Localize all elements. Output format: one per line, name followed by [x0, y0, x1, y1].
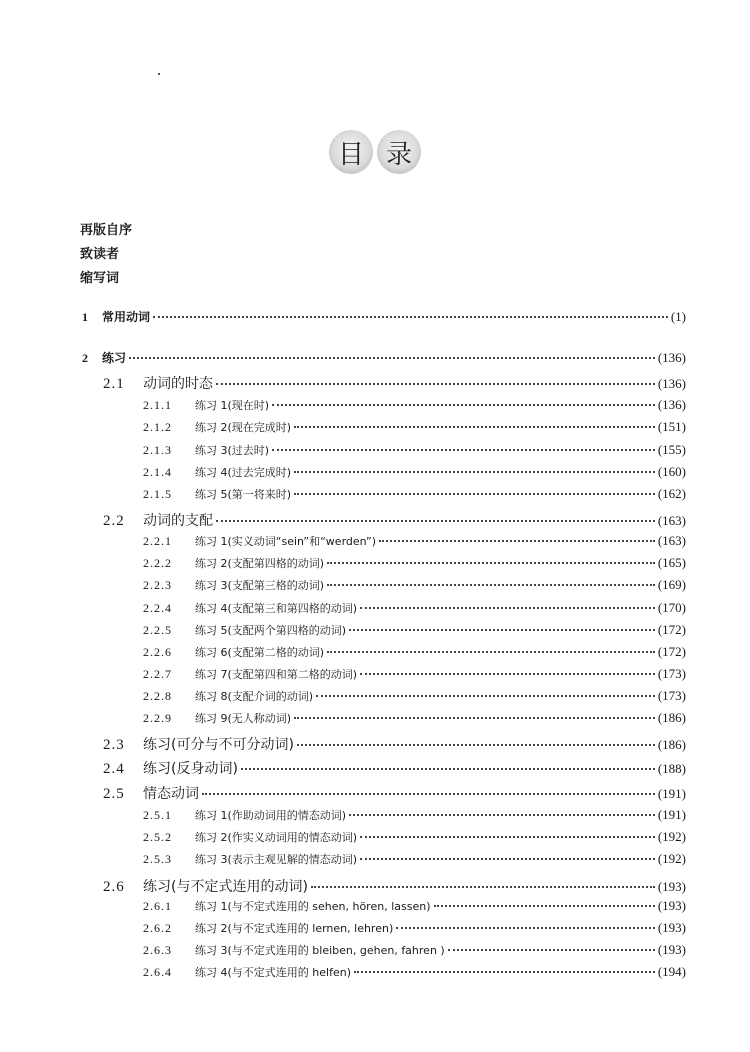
toc-entry-page: (160) [657, 464, 686, 479]
toc-title [0, 130, 750, 174]
toc-entry-page: (193) [657, 879, 686, 894]
title-char: 录 [377, 130, 421, 174]
toc-entry-page: (1) [670, 309, 686, 324]
toc-entry-page: (163) [657, 533, 686, 548]
dot-leader [272, 403, 655, 406]
dot-leader [297, 743, 655, 746]
toc-entry-page: (191) [657, 786, 686, 801]
title-char: 目 [329, 130, 373, 174]
toc-entry[interactable] [103, 783, 686, 803]
toc-entry-number: 2.2 [103, 513, 125, 529]
toc-entry-label: 练习 2(支配第四格的动词) [195, 557, 325, 570]
toc-entry-number: 2.2.9 [143, 711, 172, 725]
toc-entry-page: (173) [657, 688, 686, 703]
toc-entry-label: 练习 [102, 351, 127, 365]
toc-entry[interactable] [143, 397, 686, 413]
toc-entry-label: 情态动词 [143, 786, 199, 802]
toc-entry-page: (193) [657, 942, 686, 957]
toc-entry-number: 2.5.2 [143, 830, 172, 844]
toc-entry-page: (136) [657, 350, 686, 365]
front-matter [80, 219, 132, 291]
toc-entry-number: 2.1.1 [143, 398, 172, 412]
toc-entry-number: 2.4 [103, 761, 125, 777]
dot-leader [327, 650, 655, 653]
toc-entry-number: 2.1.2 [143, 420, 172, 434]
toc-entry-label: 动词的时态 [143, 376, 213, 392]
toc-entry-page: (136) [657, 376, 686, 391]
toc-entry-page: (165) [657, 555, 686, 570]
toc-entry-number: 2.1.3 [143, 443, 172, 457]
toc-entry-page: (193) [657, 920, 686, 935]
toc-entry-number: 2.5.1 [143, 808, 172, 822]
dot-leader [202, 792, 655, 795]
toc-entry-label: 练习 4(与不定式连用的 helfen) [195, 966, 351, 979]
toc-entry[interactable] [143, 644, 686, 660]
toc-entry-page: (172) [657, 622, 686, 637]
toc-entry-page: (192) [657, 851, 686, 866]
toc-entry-number: 2.2.8 [143, 689, 172, 703]
toc-entry-number: 2.6.1 [143, 899, 172, 913]
dot-leader [360, 835, 655, 838]
toc-entry-number: 2.6 [103, 879, 125, 895]
dot-leader [294, 425, 655, 428]
toc-entry-label: 练习 2(与不定式连用的 lernen, lehren) [195, 922, 394, 935]
toc-entry-page: (193) [657, 898, 686, 913]
toc-entry-number: 2.2.1 [143, 534, 172, 548]
toc-entry[interactable] [143, 486, 686, 502]
dot-leader [311, 885, 655, 888]
toc-entry-label: 练习 2(现在完成时) [195, 421, 292, 434]
toc-entry-number: 2.2.5 [143, 623, 172, 637]
toc-entry-label: 练习 6(支配第二格的动词) [195, 646, 325, 659]
dot-leader [272, 448, 655, 451]
toc-entry-label: 练习 3(过去时) [195, 444, 270, 457]
dot-leader [327, 561, 655, 564]
toc-entry[interactable] [143, 622, 686, 638]
dot-leader [379, 539, 655, 542]
dot-leader [216, 519, 655, 522]
dot-leader [360, 857, 655, 860]
dot-leader [354, 970, 655, 973]
front-matter-item[interactable]: 缩写词 [80, 271, 120, 286]
toc-entry[interactable] [143, 666, 686, 682]
toc-entry-label: 练习 1(与不定式连用的 sehen, hören, lassen) [195, 900, 431, 913]
dot-leader [349, 813, 655, 816]
toc-entry[interactable] [143, 964, 686, 980]
toc-entry[interactable] [103, 510, 686, 530]
toc-entry-page: (192) [657, 829, 686, 844]
toc-entry-page: (169) [657, 577, 686, 592]
toc-entry-page: (191) [657, 807, 686, 822]
dot-leader [294, 492, 655, 495]
toc-entry[interactable] [103, 876, 686, 896]
toc-entry-number: 2 [82, 351, 88, 365]
toc-entry-number: 2.2.3 [143, 578, 172, 592]
toc-entry[interactable] [82, 308, 686, 325]
dot-leader [349, 628, 655, 631]
toc-entry-number: 2.3 [103, 737, 125, 753]
toc-entry-label: 练习 1(现在时) [195, 399, 270, 412]
toc-entry-page: (155) [657, 442, 686, 457]
toc-entry[interactable] [143, 419, 686, 435]
toc-entry-label: 常用动词 [102, 310, 151, 324]
dot-leader [294, 716, 655, 719]
toc-entry-page: (163) [657, 513, 686, 528]
toc-entry[interactable] [143, 807, 686, 823]
toc-entry[interactable] [143, 898, 686, 914]
toc-entry[interactable] [143, 577, 686, 593]
toc-entry-number: 2.6.2 [143, 921, 172, 935]
toc-entry-label: 练习 3(表示主观见解的情态动词) [195, 853, 358, 866]
toc-entry[interactable] [103, 758, 686, 778]
dot-leader [448, 948, 655, 951]
toc-entry-number: 2.5 [103, 786, 125, 802]
toc-entry[interactable] [143, 555, 686, 571]
front-matter-item[interactable]: 致读者 [80, 247, 120, 262]
toc-entry-number: 1 [82, 310, 88, 324]
dot-leader [434, 904, 655, 907]
toc-entry-label: 练习 3(与不定式连用的 bleiben, gehen, fahren ) [195, 944, 445, 957]
toc-entry-label: 练习(反身动词) [143, 761, 238, 777]
toc-entry-page: (173) [657, 666, 686, 681]
toc-entry-page: (194) [657, 964, 686, 979]
toc-entry-page: (188) [657, 761, 686, 776]
toc-entry-label: 练习 1(实义动词“sein”和“werden”) [195, 535, 377, 548]
dot-leader [316, 694, 655, 697]
toc-entry-page: (136) [657, 397, 686, 412]
toc-entry[interactable] [143, 942, 686, 958]
toc-entry[interactable] [143, 829, 686, 845]
toc-entry-number: 2.2.4 [143, 601, 172, 615]
toc-entry-number: 2.2.2 [143, 556, 172, 570]
toc-entry-label: 练习 4(支配第三和第四格的动词) [195, 602, 358, 615]
toc-entry-label: 练习 9(无人称动词) [195, 712, 292, 725]
dot-leader [396, 926, 655, 929]
toc-entry-label: 练习 2(作实义动词用的情态动词) [195, 831, 358, 844]
toc-entry-label: 练习 4(过去完成时) [195, 466, 292, 479]
toc-entry[interactable] [143, 710, 686, 726]
toc-entry-number: 2.2.6 [143, 645, 172, 659]
toc-entry-label: 练习 8(支配介词的动词) [195, 690, 314, 703]
toc-entry-page: (170) [657, 600, 686, 615]
toc-entry-label: 练习(与不定式连用的动词) [143, 879, 308, 895]
toc-entry-label: 练习 7(支配第四和第二格的动词) [195, 668, 358, 681]
dot-leader [153, 315, 668, 318]
toc-entry-number: 2.1 [103, 376, 125, 392]
toc-entry[interactable] [143, 688, 686, 704]
dot-leader [360, 606, 655, 609]
toc-entry-label: 练习 5(第一将来时) [195, 488, 292, 501]
toc-entry-label: 练习 5(支配两个第四格的动词) [195, 624, 347, 637]
dot-leader [360, 672, 655, 675]
dot-leader [129, 356, 655, 359]
toc-entry-page: (162) [657, 486, 686, 501]
toc-entry-number: 2.5.3 [143, 852, 172, 866]
toc-entry[interactable] [82, 349, 686, 366]
toc-entry-label: 练习(可分与不可分动词) [143, 737, 294, 753]
dot-leader [241, 767, 655, 770]
toc-entry[interactable] [143, 600, 686, 616]
toc-entry-label: 动词的支配 [143, 513, 213, 529]
toc-entry-label: 练习 3(支配第三格的动词) [195, 579, 325, 592]
toc-entry-number: 2.2.7 [143, 667, 172, 681]
toc-entry-page: (172) [657, 644, 686, 659]
toc-entry-number: 2.1.4 [143, 465, 172, 479]
toc-entry[interactable] [143, 851, 686, 867]
toc-entry-label: 练习 1(作助动词用的情态动词) [195, 809, 347, 822]
toc-entry-page: (186) [657, 737, 686, 752]
toc-entry[interactable] [143, 920, 686, 936]
toc-entry-page: (151) [657, 419, 686, 434]
toc-entry-number: 2.1.5 [143, 487, 172, 501]
toc-entry[interactable] [143, 442, 686, 458]
toc-entry-page: (186) [657, 710, 686, 725]
front-matter-item[interactable]: 再版自序 [80, 223, 133, 238]
toc-entry[interactable] [103, 734, 686, 754]
toc-entry-number: 2.6.4 [143, 965, 172, 979]
toc-entry-number: 2.6.3 [143, 943, 172, 957]
page-speck [158, 73, 160, 75]
dot-leader [327, 583, 655, 586]
dot-leader [294, 470, 655, 473]
dot-leader [216, 382, 655, 385]
toc-entry[interactable] [103, 373, 686, 393]
toc-entry[interactable] [143, 464, 686, 480]
toc-entry[interactable] [143, 533, 686, 549]
